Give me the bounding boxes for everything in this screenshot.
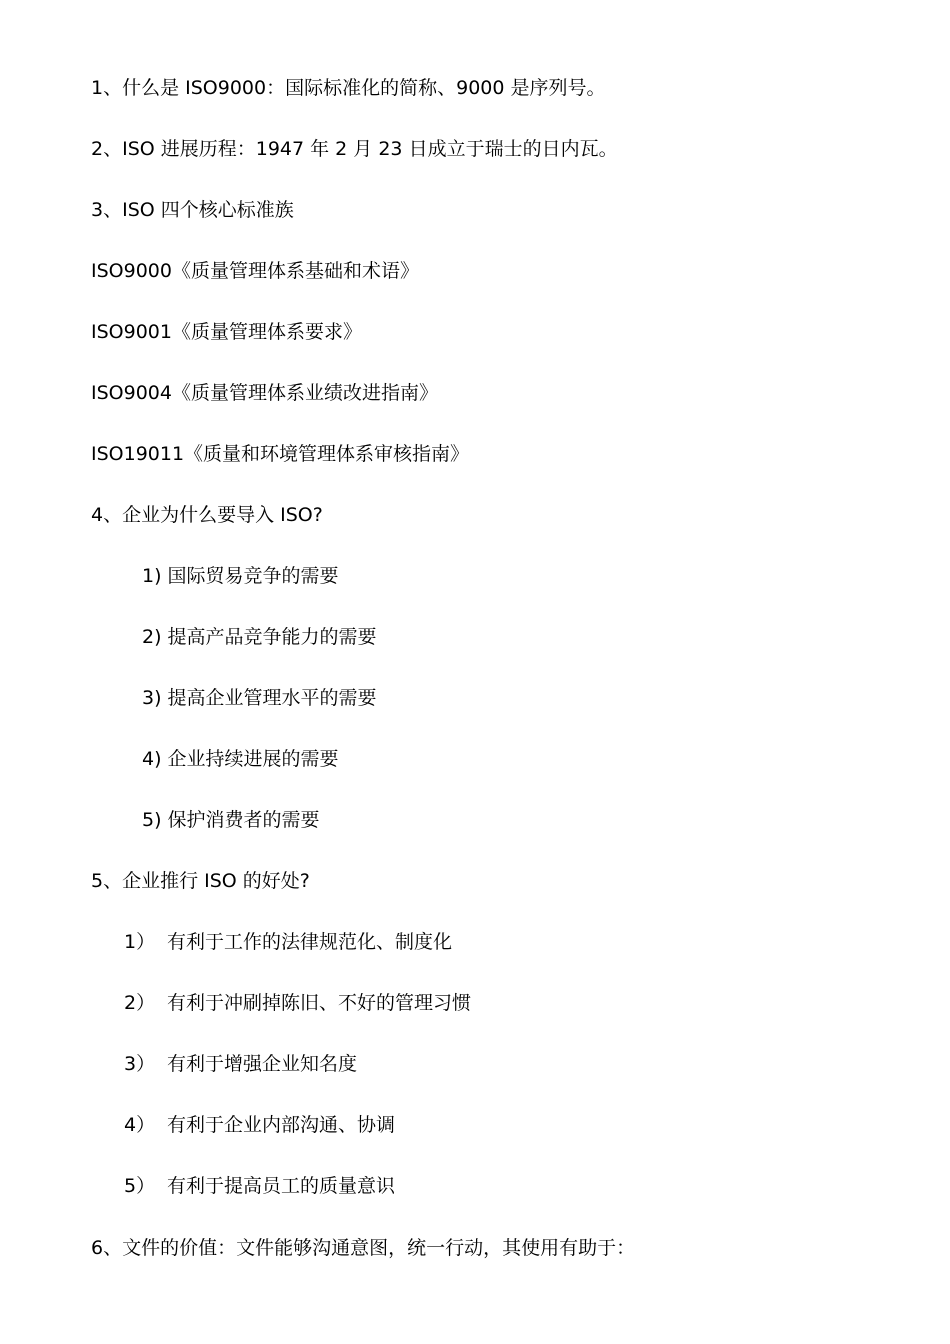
- reason-item-3: 3) 提高企业管理水平的需要: [142, 687, 377, 709]
- benefit-number: 1）: [124, 931, 156, 953]
- benefit-number: 4）: [124, 1114, 156, 1136]
- heading-why-import-iso: 4、企业为什么要导入 ISO?: [91, 504, 323, 526]
- benefit-text: 有利于企业内部沟通、协调: [167, 1114, 396, 1136]
- standard-iso9000: ISO9000《质量管理体系基础和术语》: [91, 260, 419, 282]
- heading-iso-benefits: 5、企业推行 ISO 的好处?: [91, 870, 310, 892]
- standard-iso9001: ISO9001《质量管理体系要求》: [91, 321, 362, 343]
- reason-item-2: 2) 提高产品竞争能力的需要: [142, 626, 377, 648]
- heading-iso-history: 2、ISO 进展历程：1947 年 2 月 23 日成立于瑞士的日内瓦。: [91, 138, 618, 160]
- benefit-number: 3）: [124, 1053, 156, 1075]
- heading-iso9000-definition: 1、什么是 ISO9000：国际标准化的简称、9000 是序列号。: [91, 77, 606, 99]
- heading-document-value: 6、文件的价值：文件能够沟通意图，统一行动，其使用有助于：: [91, 1237, 636, 1259]
- standard-iso9004: ISO9004《质量管理体系业绩改进指南》: [91, 382, 438, 404]
- benefit-number: 2）: [124, 992, 156, 1014]
- benefit-number: 5）: [124, 1175, 156, 1197]
- benefit-text: 有利于工作的法律规范化、制度化: [167, 931, 453, 953]
- benefit-text: 有利于增强企业知名度: [167, 1053, 358, 1075]
- benefit-text: 有利于冲刷掉陈旧、不好的管理习惯: [167, 992, 472, 1014]
- reason-item-4: 4) 企业持续进展的需要: [142, 748, 339, 770]
- reason-item-1: 1) 国际贸易竞争的需要: [142, 565, 339, 587]
- standard-iso19011: ISO19011《质量和环境管理体系审核指南》: [91, 443, 470, 465]
- reason-item-5: 5) 保护消费者的需要: [142, 809, 320, 831]
- benefit-text: 有利于提高员工的质量意识: [167, 1175, 396, 1197]
- heading-core-standards: 3、ISO 四个核心标准族: [91, 199, 294, 221]
